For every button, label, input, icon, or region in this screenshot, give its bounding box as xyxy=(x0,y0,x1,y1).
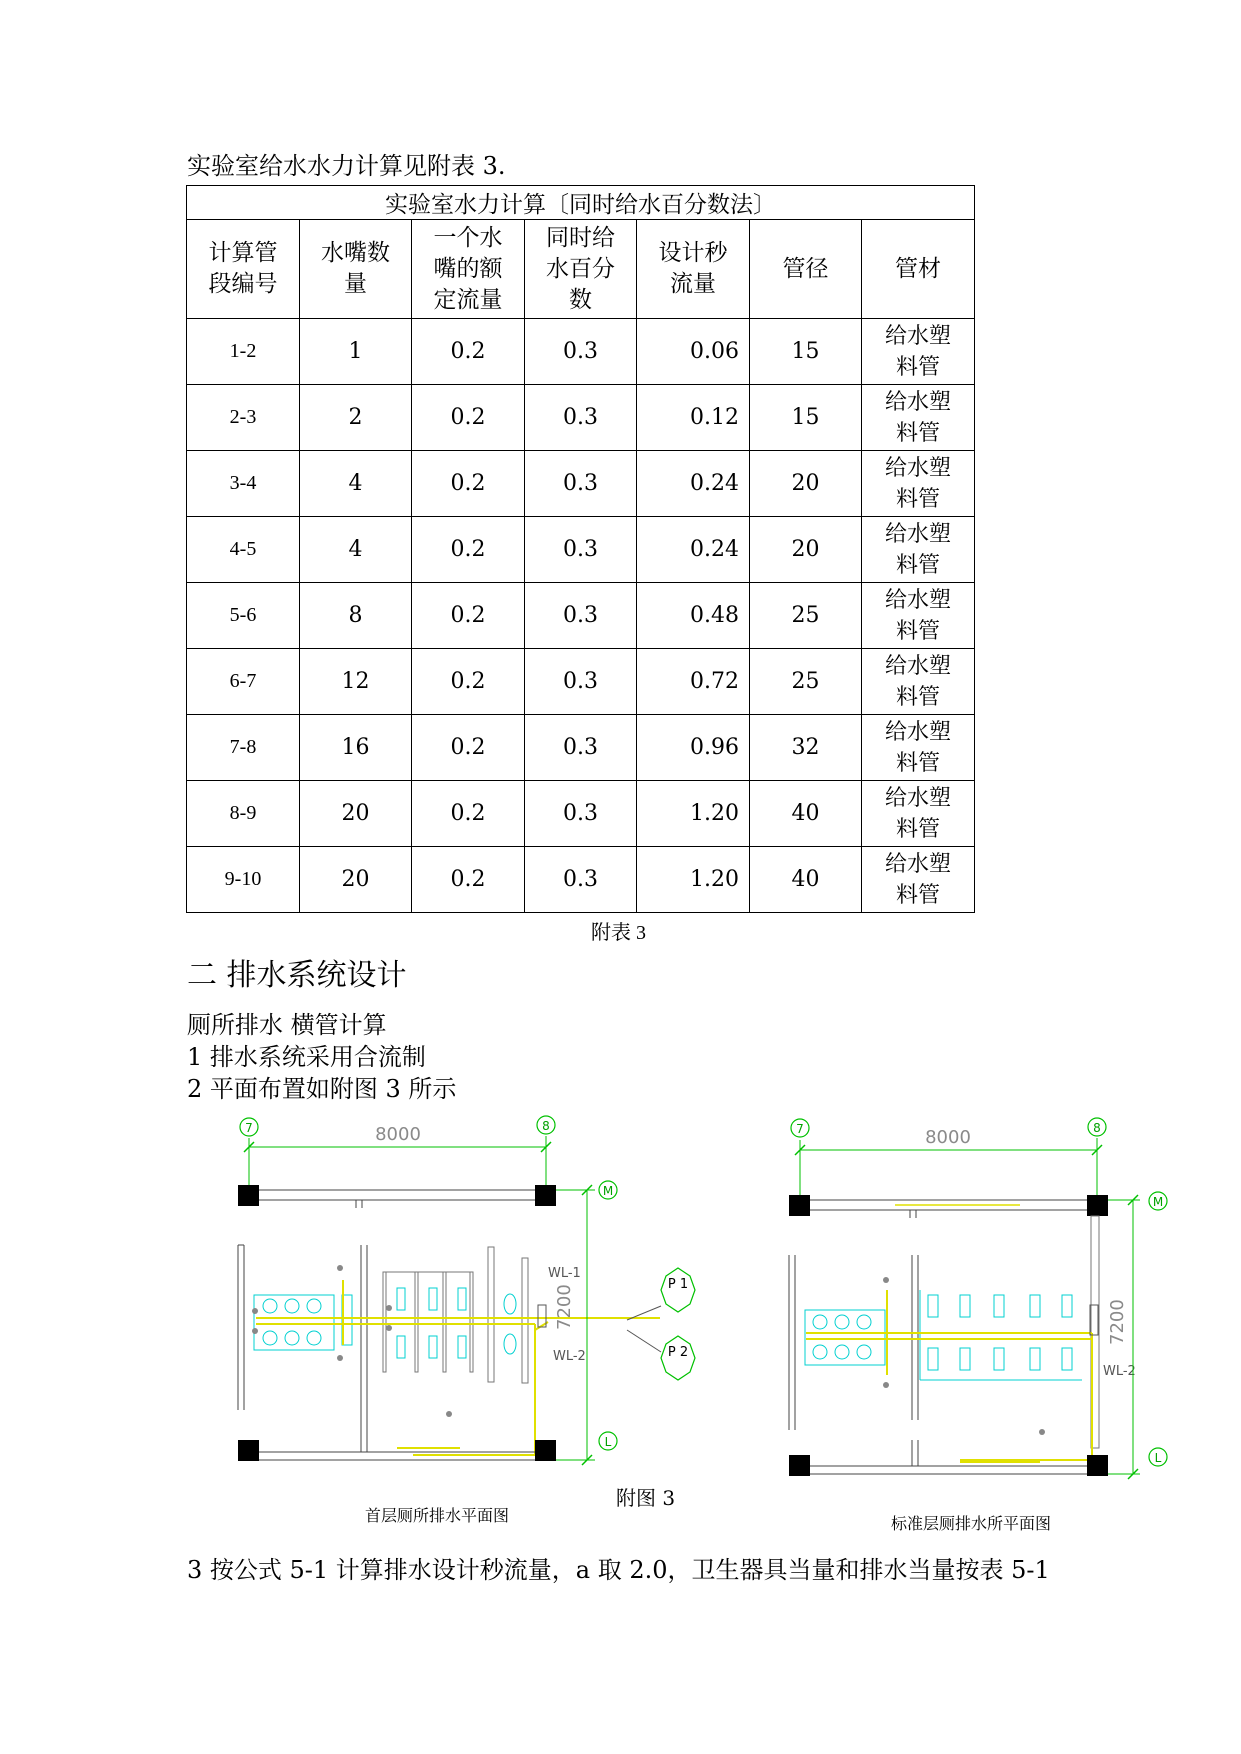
table-cell: 5-6 xyxy=(187,583,300,649)
wl1-label: WL-1 xyxy=(548,1266,581,1281)
axis-8-label-right: 8 xyxy=(1093,1121,1101,1135)
dim-7200-left: 7200 xyxy=(554,1284,575,1330)
table-row xyxy=(187,517,975,583)
table-row xyxy=(187,649,975,715)
table-cell: 给水塑料管 xyxy=(862,715,975,781)
column-header: 设计秒流量 xyxy=(637,220,750,319)
table-cell: 0.2 xyxy=(412,847,525,913)
table-cell: 4 xyxy=(300,451,412,517)
p2-marker: P 2 xyxy=(667,1345,689,1360)
table-cell: 2-3 xyxy=(187,385,300,451)
table-cell: 0.24 xyxy=(637,451,750,517)
table-cell: 0.2 xyxy=(412,517,525,583)
dim-8000: 8000 xyxy=(375,1124,421,1145)
table-cell: 0.72 xyxy=(637,649,750,715)
section-heading: 二 排水系统设计 xyxy=(187,958,407,993)
right-plan-caption: 标准层厕排水所平面图 xyxy=(891,1514,1052,1533)
table-cell: 25 xyxy=(750,583,862,649)
table-cell: 16 xyxy=(300,715,412,781)
column-header: 同时给水百分数 xyxy=(525,220,637,319)
dim-7200-right: 7200 xyxy=(1107,1299,1128,1345)
left-plan-caption: 首层厕所排水平面图 xyxy=(365,1506,510,1525)
figure-caption: 附图 3 xyxy=(616,1486,676,1510)
table-cell: 15 xyxy=(750,319,862,385)
table-cell: 0.2 xyxy=(412,781,525,847)
table-cell: 2 xyxy=(300,385,412,451)
table-cell: 0.96 xyxy=(637,715,750,781)
table-cell: 给水塑料管 xyxy=(862,517,975,583)
table-cell: 40 xyxy=(750,847,862,913)
table-header-row xyxy=(187,220,975,319)
table-cell: 1.20 xyxy=(637,847,750,913)
axis-m-right: M xyxy=(1152,1195,1164,1209)
table-cell: 0.3 xyxy=(525,319,637,385)
table-cell: 给水塑料管 xyxy=(862,583,975,649)
table-cell: 0.3 xyxy=(525,847,637,913)
p1-marker: P 1 xyxy=(667,1277,689,1292)
table-cell: 20 xyxy=(300,847,412,913)
table-cell: 给水塑料管 xyxy=(862,451,975,517)
table-cell: 0.2 xyxy=(412,319,525,385)
table-row xyxy=(187,781,975,847)
table-cell: 0.3 xyxy=(525,715,637,781)
axis-7-label: 7 xyxy=(245,1121,253,1135)
table-cell: 20 xyxy=(750,451,862,517)
table-body xyxy=(187,319,975,913)
ground-floor-plan xyxy=(238,1116,695,1465)
table-cell: 0.2 xyxy=(412,583,525,649)
column-header: 水嘴数量 xyxy=(300,220,412,319)
table-title: 实验室水力计算〔同时给水百分数法〕 xyxy=(187,186,975,220)
line-3: 2 平面布置如附图 3 所示 xyxy=(187,1075,457,1103)
table-cell: 给水塑料管 xyxy=(862,649,975,715)
formula-line: 3 按公式 5-1 计算排水设计秒流量，a 取 2.0，卫生器具当量和排水当量按表 5-1 xyxy=(187,1556,1050,1584)
axis-8-label: 8 xyxy=(542,1119,550,1133)
table-cell: 0.3 xyxy=(525,451,637,517)
table-cell: 给水塑料管 xyxy=(862,385,975,451)
column-header: 计算管段编号 xyxy=(187,220,300,319)
dim-8000-right: 8000 xyxy=(925,1127,971,1148)
table-cell: 20 xyxy=(300,781,412,847)
table-row xyxy=(187,451,975,517)
column-header: 一个水嘴的额定流量 xyxy=(412,220,525,319)
table-cell: 0.2 xyxy=(412,451,525,517)
table-cell: 0.3 xyxy=(525,385,637,451)
table-cell: 0.2 xyxy=(412,385,525,451)
table-cell: 0.06 xyxy=(637,319,750,385)
column-header: 管材 xyxy=(862,220,975,319)
table-cell: 给水塑料管 xyxy=(862,781,975,847)
axis-7-label-right: 7 xyxy=(796,1122,804,1136)
table-cell: 32 xyxy=(750,715,862,781)
table-cell: 0.3 xyxy=(525,517,637,583)
table-cell: 4 xyxy=(300,517,412,583)
table-cell: 1-2 xyxy=(187,319,300,385)
table-cell: 15 xyxy=(750,385,862,451)
axis-l-right: L xyxy=(1154,1451,1162,1465)
column-header: 管径 xyxy=(750,220,862,319)
drainage-plans-figure xyxy=(0,1110,1241,1540)
table-cell: 1.20 xyxy=(637,781,750,847)
table-cell: 0.48 xyxy=(637,583,750,649)
table-row xyxy=(187,583,975,649)
table-row xyxy=(187,847,975,913)
table-cell: 0.2 xyxy=(412,649,525,715)
table-cell: 8-9 xyxy=(187,781,300,847)
table-cell: 1 xyxy=(300,319,412,385)
line-1: 厕所排水 横管计算 xyxy=(187,1011,387,1039)
wl2-label: WL-2 xyxy=(553,1349,586,1364)
standard-floor-plan xyxy=(789,1118,1167,1479)
table-cell: 0.24 xyxy=(637,517,750,583)
table-cell: 给水塑料管 xyxy=(862,847,975,913)
table-row xyxy=(187,319,975,385)
table-cell: 40 xyxy=(750,781,862,847)
hydraulic-calc-table xyxy=(186,185,975,913)
table-caption: 附表 3 xyxy=(591,922,646,944)
table-cell: 25 xyxy=(750,649,862,715)
wl2-label-right: WL-2 xyxy=(1103,1364,1136,1379)
table-cell: 6-7 xyxy=(187,649,300,715)
table-cell: 0.3 xyxy=(525,649,637,715)
table-cell: 3-4 xyxy=(187,451,300,517)
table-row xyxy=(187,715,975,781)
intro-text: 实验室给水水力计算见附表 3. xyxy=(187,152,506,180)
table-cell: 9-10 xyxy=(187,847,300,913)
table-cell: 7-8 xyxy=(187,715,300,781)
table-cell: 20 xyxy=(750,517,862,583)
table-cell: 0.3 xyxy=(525,583,637,649)
table-cell: 0.3 xyxy=(525,781,637,847)
axis-m-left: M xyxy=(602,1184,614,1198)
table-cell: 4-5 xyxy=(187,517,300,583)
table-cell: 0.2 xyxy=(412,715,525,781)
axis-l-left: L xyxy=(604,1435,612,1449)
table-cell: 12 xyxy=(300,649,412,715)
table-row xyxy=(187,385,975,451)
line-2: 1 排水系统采用合流制 xyxy=(187,1043,426,1071)
table-cell: 0.12 xyxy=(637,385,750,451)
table-cell: 8 xyxy=(300,583,412,649)
table-cell: 给水塑料管 xyxy=(862,319,975,385)
